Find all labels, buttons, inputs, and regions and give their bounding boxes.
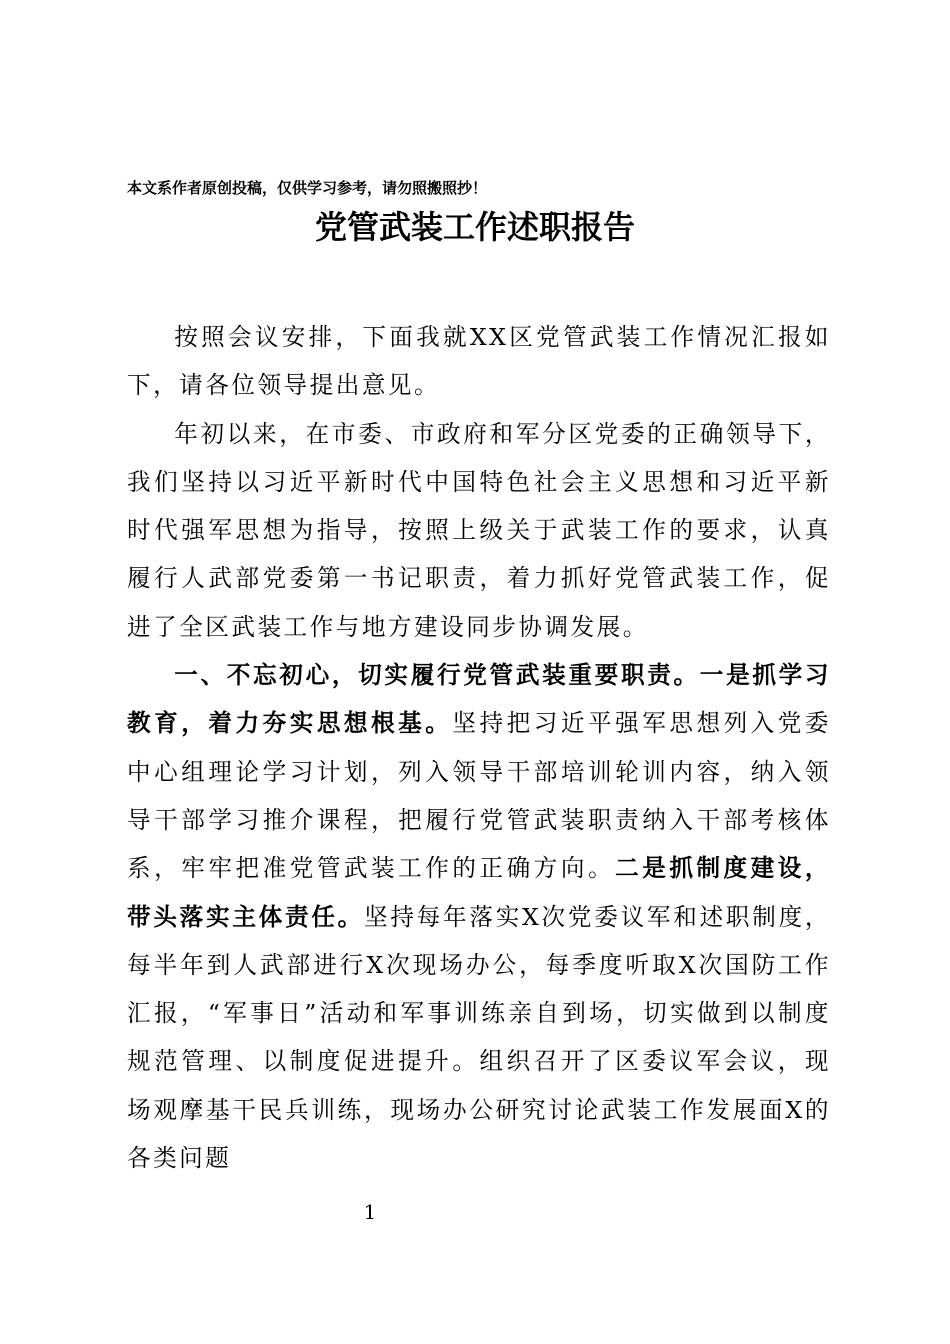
subsection-heading-study: 一是抓学习教育，着力夯实思想根基。	[127, 661, 832, 738]
subsection-text-study: 坚持把习近平强军思想列入党委中心组理论学习计划，列入领导干部培训轮训内容，纳入领导干部学习推介课程，把履行党管武装职责纳入干部考核体系，牢牢把准党管武装工作的正确方向。	[127, 709, 832, 883]
subsection-text-system: 坚持每年落实X次党委议军和述职制度，每半年到人武部进行X次现场办公，每季度听取X次国防工作汇报，“军事日”活动和军事训练亲自到场，切实做到以制度规范管理、以制度促进提升。组织召开了区委议军会议，现场观摩基干民兵训练，现场办公研究讨论武装工作发展面X的各类问题	[127, 902, 832, 1173]
section-heading: 一、不忘初心，切实履行党管武装重要职责。	[174, 661, 700, 690]
paragraph-section-one	[127, 651, 831, 1182]
page-number: 1	[363, 1200, 377, 1224]
document-title: 党管武装工作述职报告	[314, 208, 635, 246]
document-body	[127, 313, 831, 1182]
subsection-heading-system: 二是抓制度建设，带头落实主体责任。	[127, 854, 832, 931]
paragraph-intro: 按照会议安排，下面我就XX区党管武装工作情况汇报如下，请各位领导提出意见。	[127, 323, 831, 400]
copyright-notice: 本文系作者原创投稿，仅供学习参考，请勿照搬照抄！	[127, 179, 488, 197]
paragraph-overview: 年初以来，在市委、市政府和军分区党委的正确领导下，我们坚持以习近平新时代中国特色社会主义思想和习近平新时代强军思想为指导，按照上级关于武装工作的要求，认真履行人武部党委第一书记职责，着力抓好党管武装工作，促进了全区武装工作与地方建设同步协调发展。	[127, 419, 831, 641]
